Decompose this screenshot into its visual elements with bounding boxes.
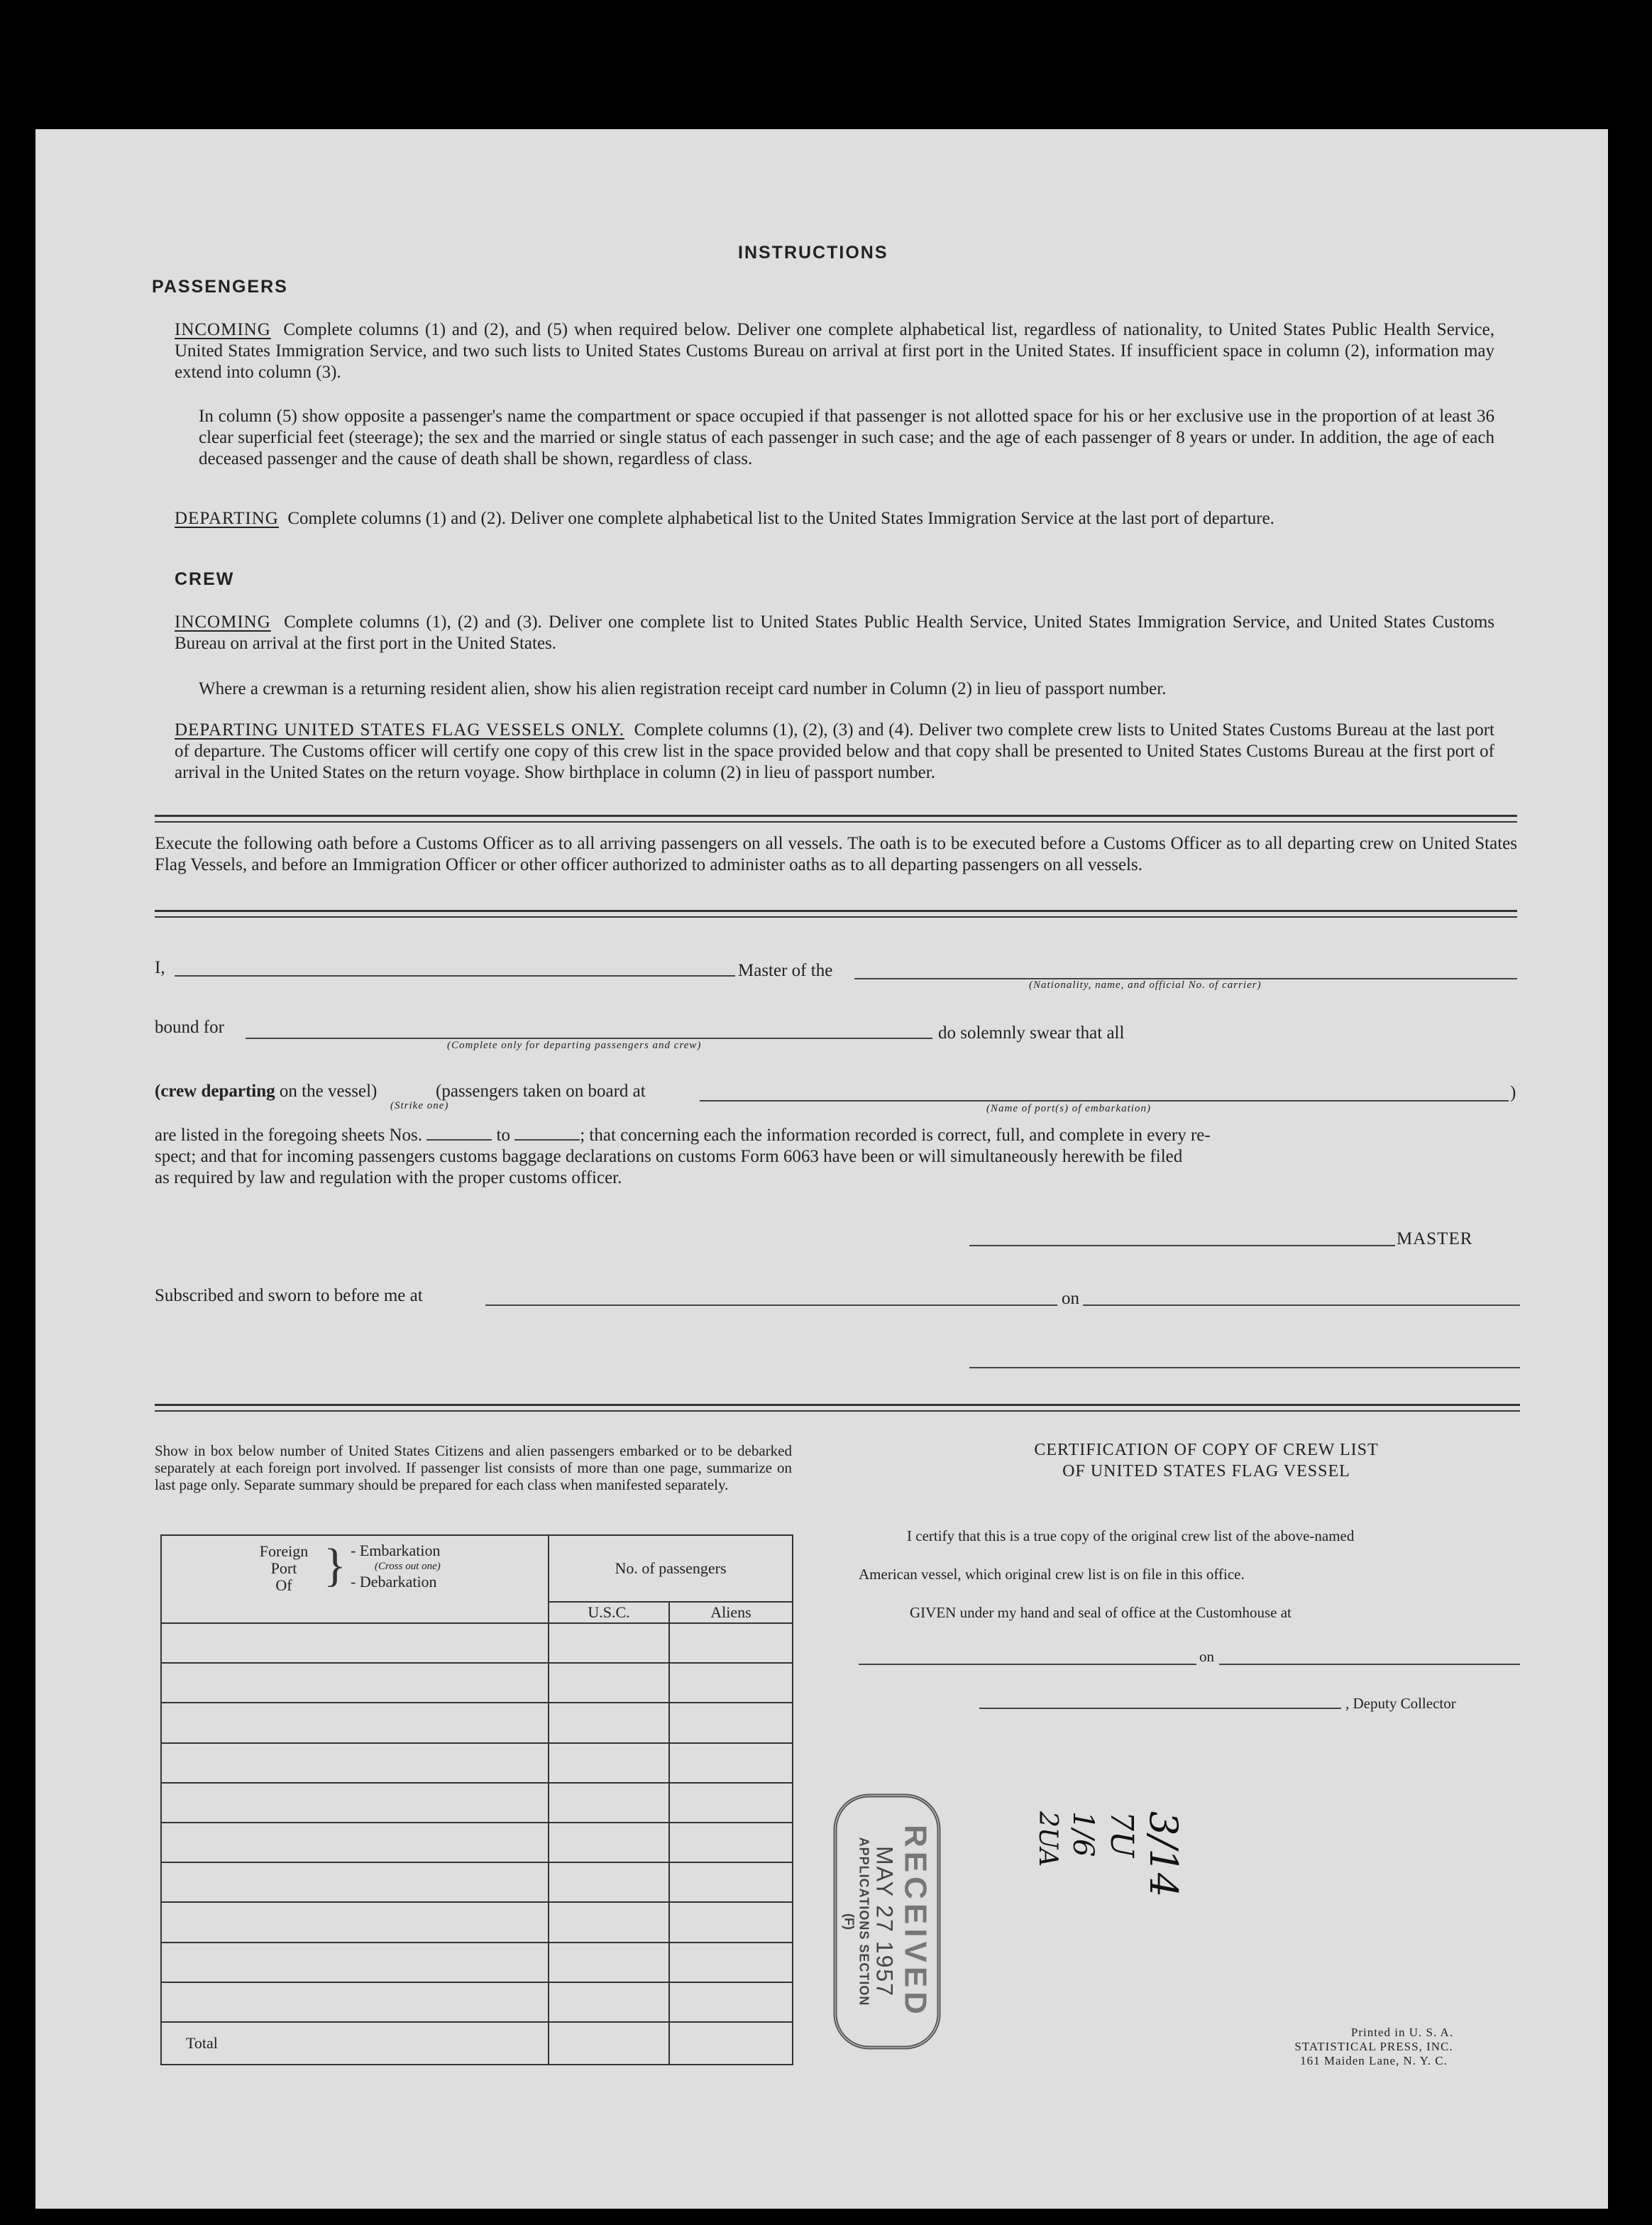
master-of-the-label: Master of the	[738, 961, 833, 980]
crew-incoming-text: Complete columns (1), (2) and (3). Deliver one complete list to United States Public Health Service, United States Immigration Service, and United States Customs Bureau on arrival at the first port in the United States.	[175, 612, 1495, 653]
crew-departing-option[interactable]	[155, 1082, 377, 1101]
passengers-incoming-label: INCOMING	[175, 320, 271, 339]
passengers-incoming-paragraph	[175, 319, 1494, 383]
bound-for-hint: (Complete only for departing passengers and crew)	[447, 1040, 702, 1051]
close-paren: )	[1510, 1083, 1516, 1102]
section-divider	[155, 815, 1517, 823]
certification-title	[908, 1439, 1504, 1482]
table-row[interactable]	[161, 1943, 793, 1982]
passengers-count-header: No. of passengers	[549, 1535, 793, 1602]
sworn-on-label: on	[1062, 1289, 1079, 1308]
table-row[interactable]	[161, 1902, 793, 1942]
printer-imprint	[1267, 2026, 1480, 2068]
passengers-departing-paragraph	[175, 508, 1494, 529]
deputy-collector-label: , Deputy Collector	[1345, 1695, 1456, 1712]
hand-line-4: 2UA	[1033, 1811, 1062, 1867]
crew-alien-paragraph: Where a crewman is a returning resident alien, show his alien registration receipt card number in Column (2) in lieu of passport number.	[199, 679, 1167, 698]
strike-one-hint: (Strike one)	[390, 1100, 449, 1111]
table-row[interactable]	[161, 1823, 793, 1862]
sworn-place-field[interactable]	[485, 1304, 1057, 1306]
passengers-departing-text: Complete columns (1) and (2). Deliver one complete alphabetical list to the United States Immigration Service at the last port of departure.	[287, 509, 1274, 528]
table-row[interactable]	[161, 1623, 793, 1663]
sworn-date-field[interactable]	[1083, 1304, 1520, 1306]
printer-line-1: Printed in U. S. A.	[1350, 2026, 1454, 2039]
foreign-port-header	[161, 1535, 549, 1623]
of-label: Of	[275, 1576, 292, 1594]
passengers-heading: PASSENGERS	[152, 277, 288, 297]
crew-departing-text: Complete columns (1), (2), (3) and (4). Deliver two complete crew lists to United States Customs Bureau at the last port of departure. The Customs officer will certify one copy of this crew list in the space provided below and that copy shall be presented to United States Customs Bureau at the first port of arrival in the United States on the return voyage. Show birthplace in column (2) in lieu of passport number.	[175, 720, 1494, 782]
cert-on-label: on	[1199, 1648, 1214, 1665]
hand-line-3: 1/6	[1067, 1811, 1099, 1857]
table-row[interactable]	[161, 1783, 793, 1823]
certification-title-1: CERTIFICATION OF COPY OF CREW LIST	[1034, 1441, 1379, 1459]
stamp-section: APPLICATIONS SECTION	[857, 1837, 871, 2006]
table-row[interactable]	[161, 1982, 793, 2022]
stamp-code: (F)	[842, 1913, 857, 1930]
listed-line-1	[155, 1126, 1517, 1146]
listed-to-label: to	[496, 1126, 510, 1145]
printer-line-3: 161 Maiden Lane, N. Y. C.	[1300, 2054, 1448, 2067]
embarkation-port-field[interactable]	[700, 1100, 1509, 1101]
customhouse-field[interactable]	[859, 1664, 1196, 1665]
oath-intro: Execute the following oath before a Customs Officer as to all arriving passengers on all vessels. The oath is to be executed before a Customs Officer as to all departing crew on United States Flag Vessels, and before an Immigration Officer or other officer authorized to administer oaths as to all departing passengers on all vessels.	[155, 834, 1517, 874]
listed-text-3: spect; and that for incoming passengers customs baggage declarations on customs Form 6063 have been or will simultaneously herewith be filed	[155, 1147, 1183, 1166]
passenger-summary-table	[160, 1534, 793, 2065]
port-label: Port	[270, 1559, 297, 1577]
usc-header: U.S.C.	[549, 1602, 669, 1623]
sheet-to-field[interactable]	[514, 1139, 580, 1141]
swear-label: do solemnly swear that all	[938, 1023, 1125, 1043]
table-row[interactable]	[161, 1703, 793, 1742]
summary-note: Show in box below number of United States Citizens and alien passengers embarked or to be debarked separately at each foreign port involved. If passenger list consists of more than one page, summarize on last page only. Separate summary should be prepared for each class when manifested separately.	[155, 1442, 792, 1493]
listed-text-2: ; that concerning each the information recorded is correct, full, and complete in every re-	[580, 1126, 1211, 1145]
master-name-field[interactable]	[175, 975, 735, 977]
crew-departing-text-bold: (crew departing	[155, 1082, 275, 1101]
crew-heading: CREW	[175, 569, 235, 589]
total-row[interactable]	[161, 2022, 793, 2065]
nationality-hint: (Nationality, name, and official No. of carrier)	[1029, 979, 1262, 991]
hand-line-1: 3/14	[1141, 1811, 1186, 1898]
passengers-column5-paragraph: In column (5) show opposite a passenger's name the compartment or space occupied if that passenger is not allotted space for his or her exclusive use in the proportion of at least 36 clear superficial feet (steerage); the sex and the married or single status of each passenger in such case; and the age of each passenger of 8 years or under. In addition, the age of each deceased passenger and the cause of death shall be shown, regardless of class.	[199, 407, 1494, 468]
stamp-received: RECEIVED	[898, 1825, 933, 2018]
passengers-taken-option[interactable]: (passengers taken on board at	[436, 1082, 646, 1101]
ports-hint: (Name of port(s) of embarkation)	[986, 1103, 1151, 1114]
brace-glyph: }	[324, 1539, 346, 1591]
printer-line-2: STATISTICAL PRESS, INC.	[1294, 2040, 1453, 2053]
page-title: INSTRUCTIONS	[738, 243, 888, 263]
stamp-date: MAY 27 1957	[871, 1846, 898, 1997]
handwritten-notes	[958, 1811, 1185, 2038]
sheet-from-field[interactable]	[426, 1139, 492, 1141]
given-line: GIVEN under my hand and seal of office at the Customhouse at	[910, 1604, 1292, 1621]
cert-date-field[interactable]	[1219, 1664, 1520, 1665]
subscribed-label: Subscribed and sworn to before me at	[155, 1286, 423, 1305]
crew-incoming-label: INCOMING	[175, 612, 271, 632]
cross-out-hint: (Cross out one)	[375, 1561, 441, 1572]
on-vessel-text: on the vessel)	[279, 1082, 378, 1101]
table-row[interactable]	[161, 1862, 793, 1902]
aliens-header: Aliens	[669, 1602, 793, 1623]
bound-for-field[interactable]	[246, 1038, 932, 1039]
table-row[interactable]	[161, 1663, 793, 1703]
master-signature-field[interactable]	[969, 1245, 1395, 1246]
total-label: Total	[161, 2022, 549, 2065]
bound-for-label: bound for	[155, 1018, 224, 1037]
passengers-incoming-text: Complete columns (1) and (2), and (5) when required below. Deliver one complete alphabetical list, regardless of nationality, to United States Public Health Service, United States Immigration Service, and two such lists to United States Customs Bureau on arrival at first port in the United States. If insufficient space in column (2), information may extend into column (3).	[175, 320, 1494, 382]
debarkation-label[interactable]: - Debarkation	[351, 1573, 437, 1591]
form-sheet	[35, 129, 1608, 2209]
master-label: MASTER	[1397, 1229, 1473, 1248]
listed-text-4: as required by law and regulation with the proper customs officer.	[155, 1168, 622, 1187]
hand-line-2: 7U	[1103, 1811, 1140, 1858]
embarkation-label[interactable]: - Embarkation	[351, 1542, 441, 1559]
crew-departing-paragraph	[175, 720, 1494, 784]
section-divider	[155, 910, 1517, 918]
certification-title-2: OF UNITED STATES FLAG VESSEL	[1062, 1462, 1350, 1480]
listed-text-1: are listed in the foregoing sheets Nos.	[155, 1126, 422, 1145]
passengers-departing-label: DEPARTING	[175, 509, 279, 528]
officer-signature-field[interactable]	[969, 1367, 1520, 1368]
crew-departing-label: DEPARTING UNITED STATES FLAG VESSELS ONLY.	[175, 720, 625, 740]
section-divider	[155, 1404, 1520, 1412]
oath-i-label: I,	[155, 958, 165, 977]
crew-incoming-paragraph	[175, 612, 1494, 654]
table-row[interactable]	[161, 1743, 793, 1783]
deputy-signature-field[interactable]	[979, 1708, 1341, 1709]
foreign-label: Foreign	[259, 1542, 309, 1560]
certify-line-1: I certify that this is a true copy of the original crew list of the above-named	[907, 1527, 1355, 1544]
certify-line-2: American vessel, which original crew list is on file in this office.	[859, 1566, 1245, 1583]
